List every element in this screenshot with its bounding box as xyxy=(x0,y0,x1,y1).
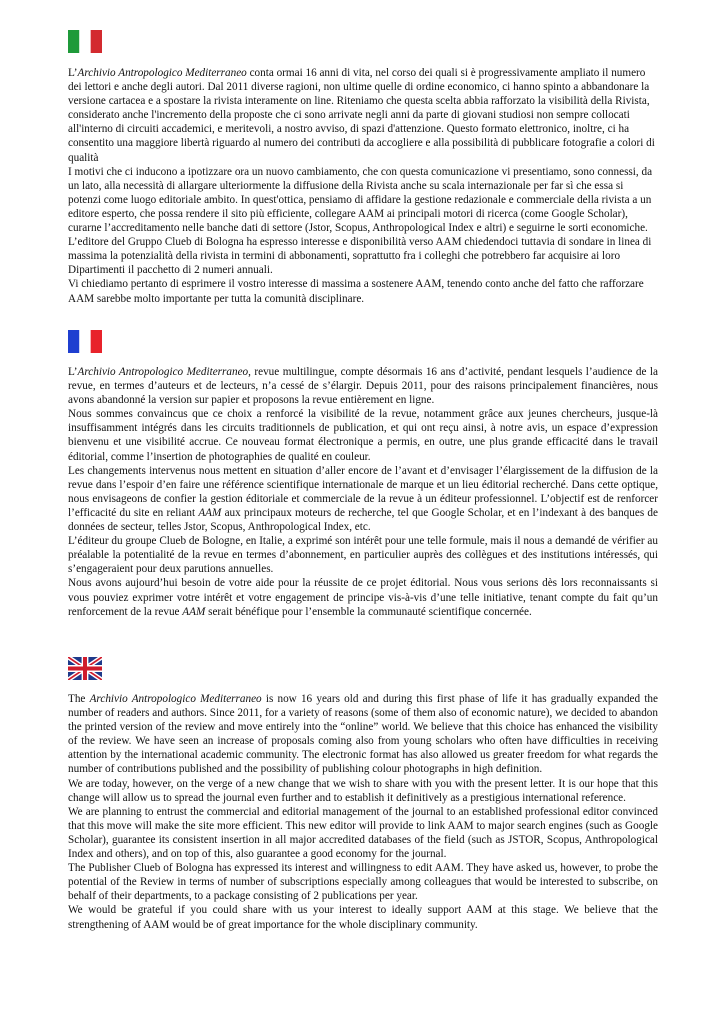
italian-paragraph-4: Vi chiediamo pertanto di esprimere il vostro interesse di massima a sostenere AAM, tenendo conto anche del fatto che rafforzare AAM sarebbe molto importante per tutta la comunità disciplinare. xyxy=(68,278,644,305)
english-paragraph-3: We are planning to entrust the commercial and editorial management of the journal to an established professional editor convinced that this move will make the site more efficient. This new editor will provide to link AAM to major search engines (such as Google Scholar), guarantee its consistent insertion in all major accredited databases of the field (such as JSTOR, Scopus, Anthropological Index and others), and on top of this, also guarantee a good economy for the journal. xyxy=(68,805,658,861)
italian-paragraph-2: I motivi che ci inducono a ipotizzare ora un nuovo cambiamento, che con questa comunicazione vi presentiamo, sono connessi, da un lato, alla necessità di allargare ulteriormente la diffusione della Rivista anche su scala internazionale per far sì che essa si potenzi come luogo editoriale ambito. In quest'ottica, pensiamo di affidare la gestione redazionale e commerciale della rivista a un editore esperto, che possa rendere il sito più efficiente, collegare AAM ai principali motori di ricerca (come Google Scholar), curarne l’accreditamento nelle banche dati di settore (Jstor, Scopus, Anthropological Index e altri) e seguirne le sorti economiche. xyxy=(68,165,653,235)
italy-flag-icon xyxy=(68,30,102,53)
english-paragraph-4: The Publisher Clueb of Bologna has expressed its interest and willingness to edit AAM. They have asked us, however, to probe the potential of the Review in terms of number of subscriptions especially among colleagues that would be interested to subscribe, on behalf of their departments, to a package consisting of 2 publications per year. xyxy=(68,862,658,903)
italian-paragraph-1: L’Archivio Antropologico Mediterraneo conta ormai 16 anni di vita, nel corso dei quali si è progressivamente ampliato il numero dei lettori e anche degli autori. Dal 2011 diverse ragioni, non ultime quelle di ordine economico, ci hanno spinto a abbandonare la versione cartacea e a spostare la rivista interamente on line. Riteniamo che questa scelta abbia rafforzato la visibilità della Rivista, considerato anche l'incremento della proposte che ci sono arrivate negli anni da parte di giovani studiosi non sempre collocati all'interno di circuiti accademici, e meritevoli, a nostro avviso, di spazi d'attenzione. Questo formato elettronico, inoltre, ci ha consentito una maggiore libertà riguardo al numero dei contributi da accogliere e alla possibilità di pubblicare fotografie a colori di qualità xyxy=(68,67,655,164)
journal-title: Archivio Antropologico Mediterraneo xyxy=(77,366,249,378)
french-text xyxy=(68,365,658,619)
italian-text xyxy=(68,66,658,306)
section-italian xyxy=(68,30,658,306)
english-paragraph-5: We would be grateful if you could share with us your interest to ideally support AAM at this stage. We believe that the strengthening of AAM would be of great importance for the whole disciplinary community. xyxy=(68,904,658,931)
section-english xyxy=(68,657,658,932)
french-paragraph-2: Nous sommes convaincus que ce choix a renforcé la visibilité de la revue, notamment grâce aux jeunes chercheurs, jusque-là insuffisamment intégrés dans les circuits traditionnels de publication, et qui ont reçu ainsi, à notre avis, un espace d’expression bienvenu et une visibilité accrue. Ce nouveau format électronique a permis, en outre, une plus grande efficacité dans le travail éditorial, comme l’insertion de photographies de qualité en couleur. xyxy=(68,408,658,463)
english-text xyxy=(68,692,658,932)
french-paragraph-1: L’Archivio Antropologico Mediterraneo, revue multilingue, compte désormais 16 ans d’activité, pendant lesquels l’audience de la revue, en termes d’auteurs et de lecteurs, n’a cessé de s’élargir. Depuis 2011, pour des raisons principalement financières, nous avons abandonné la version sur papier et proposons la revue entièrement en ligne. xyxy=(68,366,658,407)
english-paragraph-2: We are today, however, on the verge of a new change that we wish to share with you with the present letter. It is our hope that this change will allow us to spread the journal even further and to establish it definitively as a prestigious international reference. xyxy=(68,777,658,804)
uk-flag-icon xyxy=(68,657,102,680)
french-paragraph-3: Les changements intervenus nous mettent en situation d’aller encore de l’avant et d’envisager l’élargissement de la diffusion de la revue dans l’espoir d’en faire une référence scientifique internationale de marque et un lieu éditorial recherché. Dans cette optique, nous envisageons de confier la gestion éditoriale et commerciale de la revue à un éditeur professionnel. L’objectif est de renforcer l’efficacité du site en reliant AAM aux principaux moteurs de recherche, tel que Google Scholar, et en l’indexant à des banques de données de secteur, telles Jstor, Scopus, Anthropological Index, etc. xyxy=(68,464,658,534)
journal-title: Archivio Antropologico Mediterraneo xyxy=(77,67,247,79)
french-paragraph-4: L’éditeur du groupe Clueb de Bologne, en Italie, a exprimé son intérêt pour une telle formule, mais il nous a demandé de vérifier au préalable la potentialité de la revue en termes d’abonnement, en particulier auprès des collègues et des institutions intéressés, qui s’engageraient pour deux parutions annuelles. xyxy=(68,535,658,576)
france-flag-icon xyxy=(68,330,102,353)
italian-paragraph-3: L’editore del Gruppo Clueb di Bologna ha espresso interesse e disponibilità verso AAM chiedendoci tuttavia di sondare in linea di massima la potenzialità della rivista in termini di abbonamenti, soprattutto fra i colleghi che potrebbero far acquisire ai loro Dipartimenti il pacchetto di 2 numeri annuali. xyxy=(68,236,652,277)
journal-title: Archivio Antropologico Mediterraneo xyxy=(89,693,262,705)
english-paragraph-1: The Archivio Antropologico Mediterraneo is now 16 years old and during this first phase of life it has gradually expanded the number of readers and authors. Since 2011, for a variety of reasons (some of them also of economic nature), we decided to abandon the printed version of the review and move entirely into the “online” world. We believe that this choice has enhanced the visibility of the review. We have seen an increase of proposals coming also from young scholars who often have difficulties in receiving attention by the international academic community. The electronic format has also allowed us greater freedom for what regards the number of contributions published and the possibility of publishing colour photographs in high definition. xyxy=(68,693,658,776)
section-french xyxy=(68,330,658,619)
french-paragraph-5: Nous avons aujourd’hui besoin de votre aide pour la réussite de ce projet éditorial. Nous vous serions dès lors reconnaissants si vous pouviez exprimer votre intérêt et votre engagement de principe vis-à-vis d’une telle initiative, tenant compte du fait qu’un renforcement de la revue AAM serait bénéfique pour l’ensemble la communauté scientifique concernée. xyxy=(68,577,658,618)
